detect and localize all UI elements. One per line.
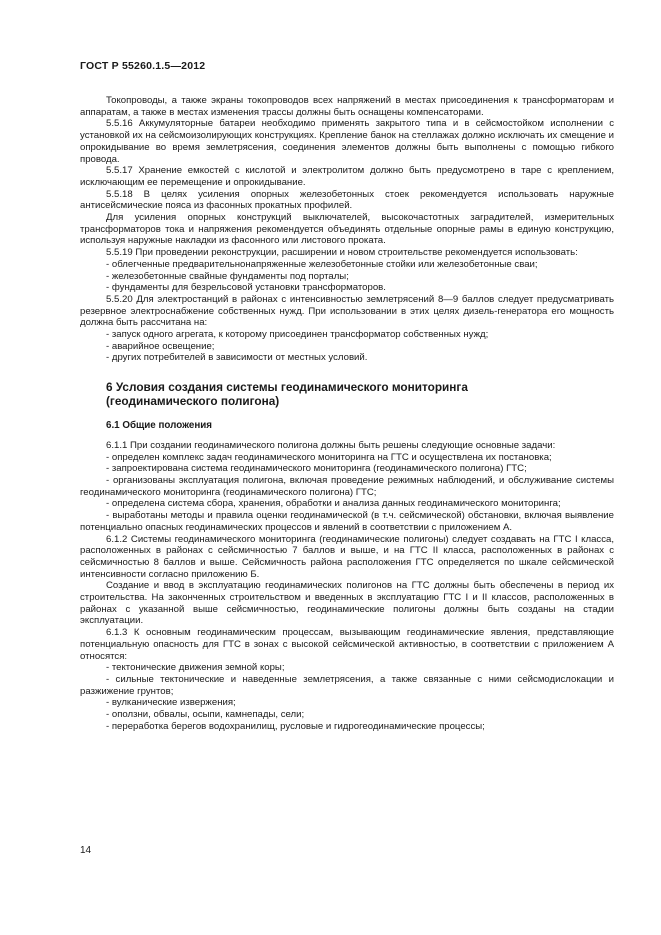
list-item: - переработка берегов водохранилищ, русловые и гидрогеодинамические процессы; bbox=[106, 720, 485, 732]
list-item: - сильные тектонические и наведенные землетрясения, а также связанные с ними сейсмодислокации и разжижение грунтов; bbox=[80, 673, 614, 697]
paragraph: 5.5.18 В целях усиления опорных железобетонных стоек рекомендуется использовать наружные антисейсмические пояса из фасонных прокатных профилей. bbox=[80, 188, 614, 212]
paragraph: 6.1.1 При создании геодинамического полигона должны быть решены следующие основные задачи: bbox=[106, 439, 556, 451]
list-item: - облегченные предварительнонапряженные железобетонные стойки или железобетонные сваи; bbox=[106, 258, 538, 270]
paragraph: 5.5.20 Для электростанций в районах с интенсивностью землетрясений 8—9 баллов следует предусматривать резервное электроснабжение собственных нужд. При использовании в этих целях дизель-генератора его мощность должна быть рассчитана на: bbox=[80, 293, 614, 329]
paragraph: 6.1.3 К основным геодинамическим процессам, вызывающим геодинамические явления, представляющие потенциальную опасность для ГТС в зонах с высокой сейсмической активностью, в соответствии с приложением А относятся: bbox=[80, 627, 614, 662]
page-number: 14 bbox=[80, 845, 92, 856]
list-item: - запроектирована система геодинамического мониторинга (геодинамического полигона) ГТС; bbox=[106, 463, 527, 475]
list-item: - запуск одного агрегата, к которому присоединен трансформатор собственных нужд; bbox=[106, 329, 489, 341]
list-item: - тектонические движения земной коры; bbox=[106, 662, 285, 674]
subsection-title: 6.1 Общие положения bbox=[106, 420, 213, 432]
list-item: - оползни, обвалы, осыпи, камнепады, сели; bbox=[106, 709, 305, 721]
list-item: - фундаменты для безрельсовой установки трансформаторов. bbox=[106, 282, 386, 294]
paragraph: 5.5.19 При проведении реконструкции, расширении и новом строительстве рекомендуется использовать: bbox=[106, 247, 578, 259]
list-item: - организованы эксплуатация полигона, включая проведение режимных наблюдений, и обслуживание системы геодинамического мониторинга (геодинамического полигона) ГТС; bbox=[80, 474, 614, 498]
list-item: - аварийное освещение; bbox=[106, 340, 215, 352]
paragraph: Токопроводы, а также экраны токопроводов всех напряжений в местах присоединения к трансформаторам и аппаратам, а также в местах изменения трассы должны быть оснащены компенсаторами. bbox=[80, 95, 614, 118]
list-item: - железобетонные свайные фундаменты под порталы; bbox=[106, 270, 349, 282]
list-item: - определена система сбора, хранения, обработки и анализа данных геодинамического мониторинга; bbox=[106, 498, 561, 510]
section-title: 6 Условия создания системы геодинамического мониторинга (геодинамического полигона) bbox=[106, 380, 468, 409]
page-content bbox=[80, 95, 614, 732]
list-item: - вулканические извержения; bbox=[106, 697, 236, 709]
document-header: ГОСТ Р 55260.1.5—2012 bbox=[80, 60, 206, 72]
list-item: - определен комплекс задач геодинамического мониторинга на ГТС и осуществлена их постановка; bbox=[106, 451, 552, 463]
paragraph: 6.1.2 Системы геодинамического мониторинга (геодинамические полигоны) следует создавать на ГТС I класса, расположенных в районах с сейсмичностью 7 баллов и выше, и на ГТС II класса, расположенных в районах с сейсмичностью 8 баллов и выше. Сейсмичность района расположения ГТС определяется по шкале сейсмической интенсивности согласно приложению Б. bbox=[80, 533, 614, 580]
list-item: - выработаны методы и правила оценки геодинамической (в т.ч. сейсмической) обстановки, включая выявление потенциально опасных геодинамических процессов и явлений в соответствии с приложением А. bbox=[80, 510, 614, 533]
paragraph: Создание и ввод в эксплуатацию геодинамических полигонов на ГТС должны быть обеспечены в период их строительства. На законченных строительством и введенных в эксплуатацию ГТС I и II классов, расположенных в районах с указанной выше сейсмичностью, геодинамические полигоны должны быть созданы на стадии эксплуатации. bbox=[80, 580, 614, 627]
paragraph: 5.5.16 Аккумуляторные батареи необходимо применять закрытого типа и в сейсмостойком исполнении с установкой их на сейсмоизолирующих конструкциях. Крепление банок на стеллажах должно исключать их смещение и опрокидывание во время землетрясения, соединения элементов должны быть выполнены с помощью гибкого провода. bbox=[80, 118, 614, 165]
paragraph: Для усиления опорных конструкций выключателей, высокочастотных заградителей, измерительных трансформаторов тока и напряжения рекомендуется объединять отдельные опорные рамы в единую конструкцию, используя наружные накладки из фасонного или листового проката. bbox=[80, 212, 614, 247]
list-item: - других потребителей в зависимости от местных условий. bbox=[106, 352, 368, 364]
paragraph: 5.5.17 Хранение емкостей с кислотой и электролитом должно быть предусмотрено в таре с креплением, исключающим ее перемещение и опрокидывание. bbox=[80, 165, 614, 188]
